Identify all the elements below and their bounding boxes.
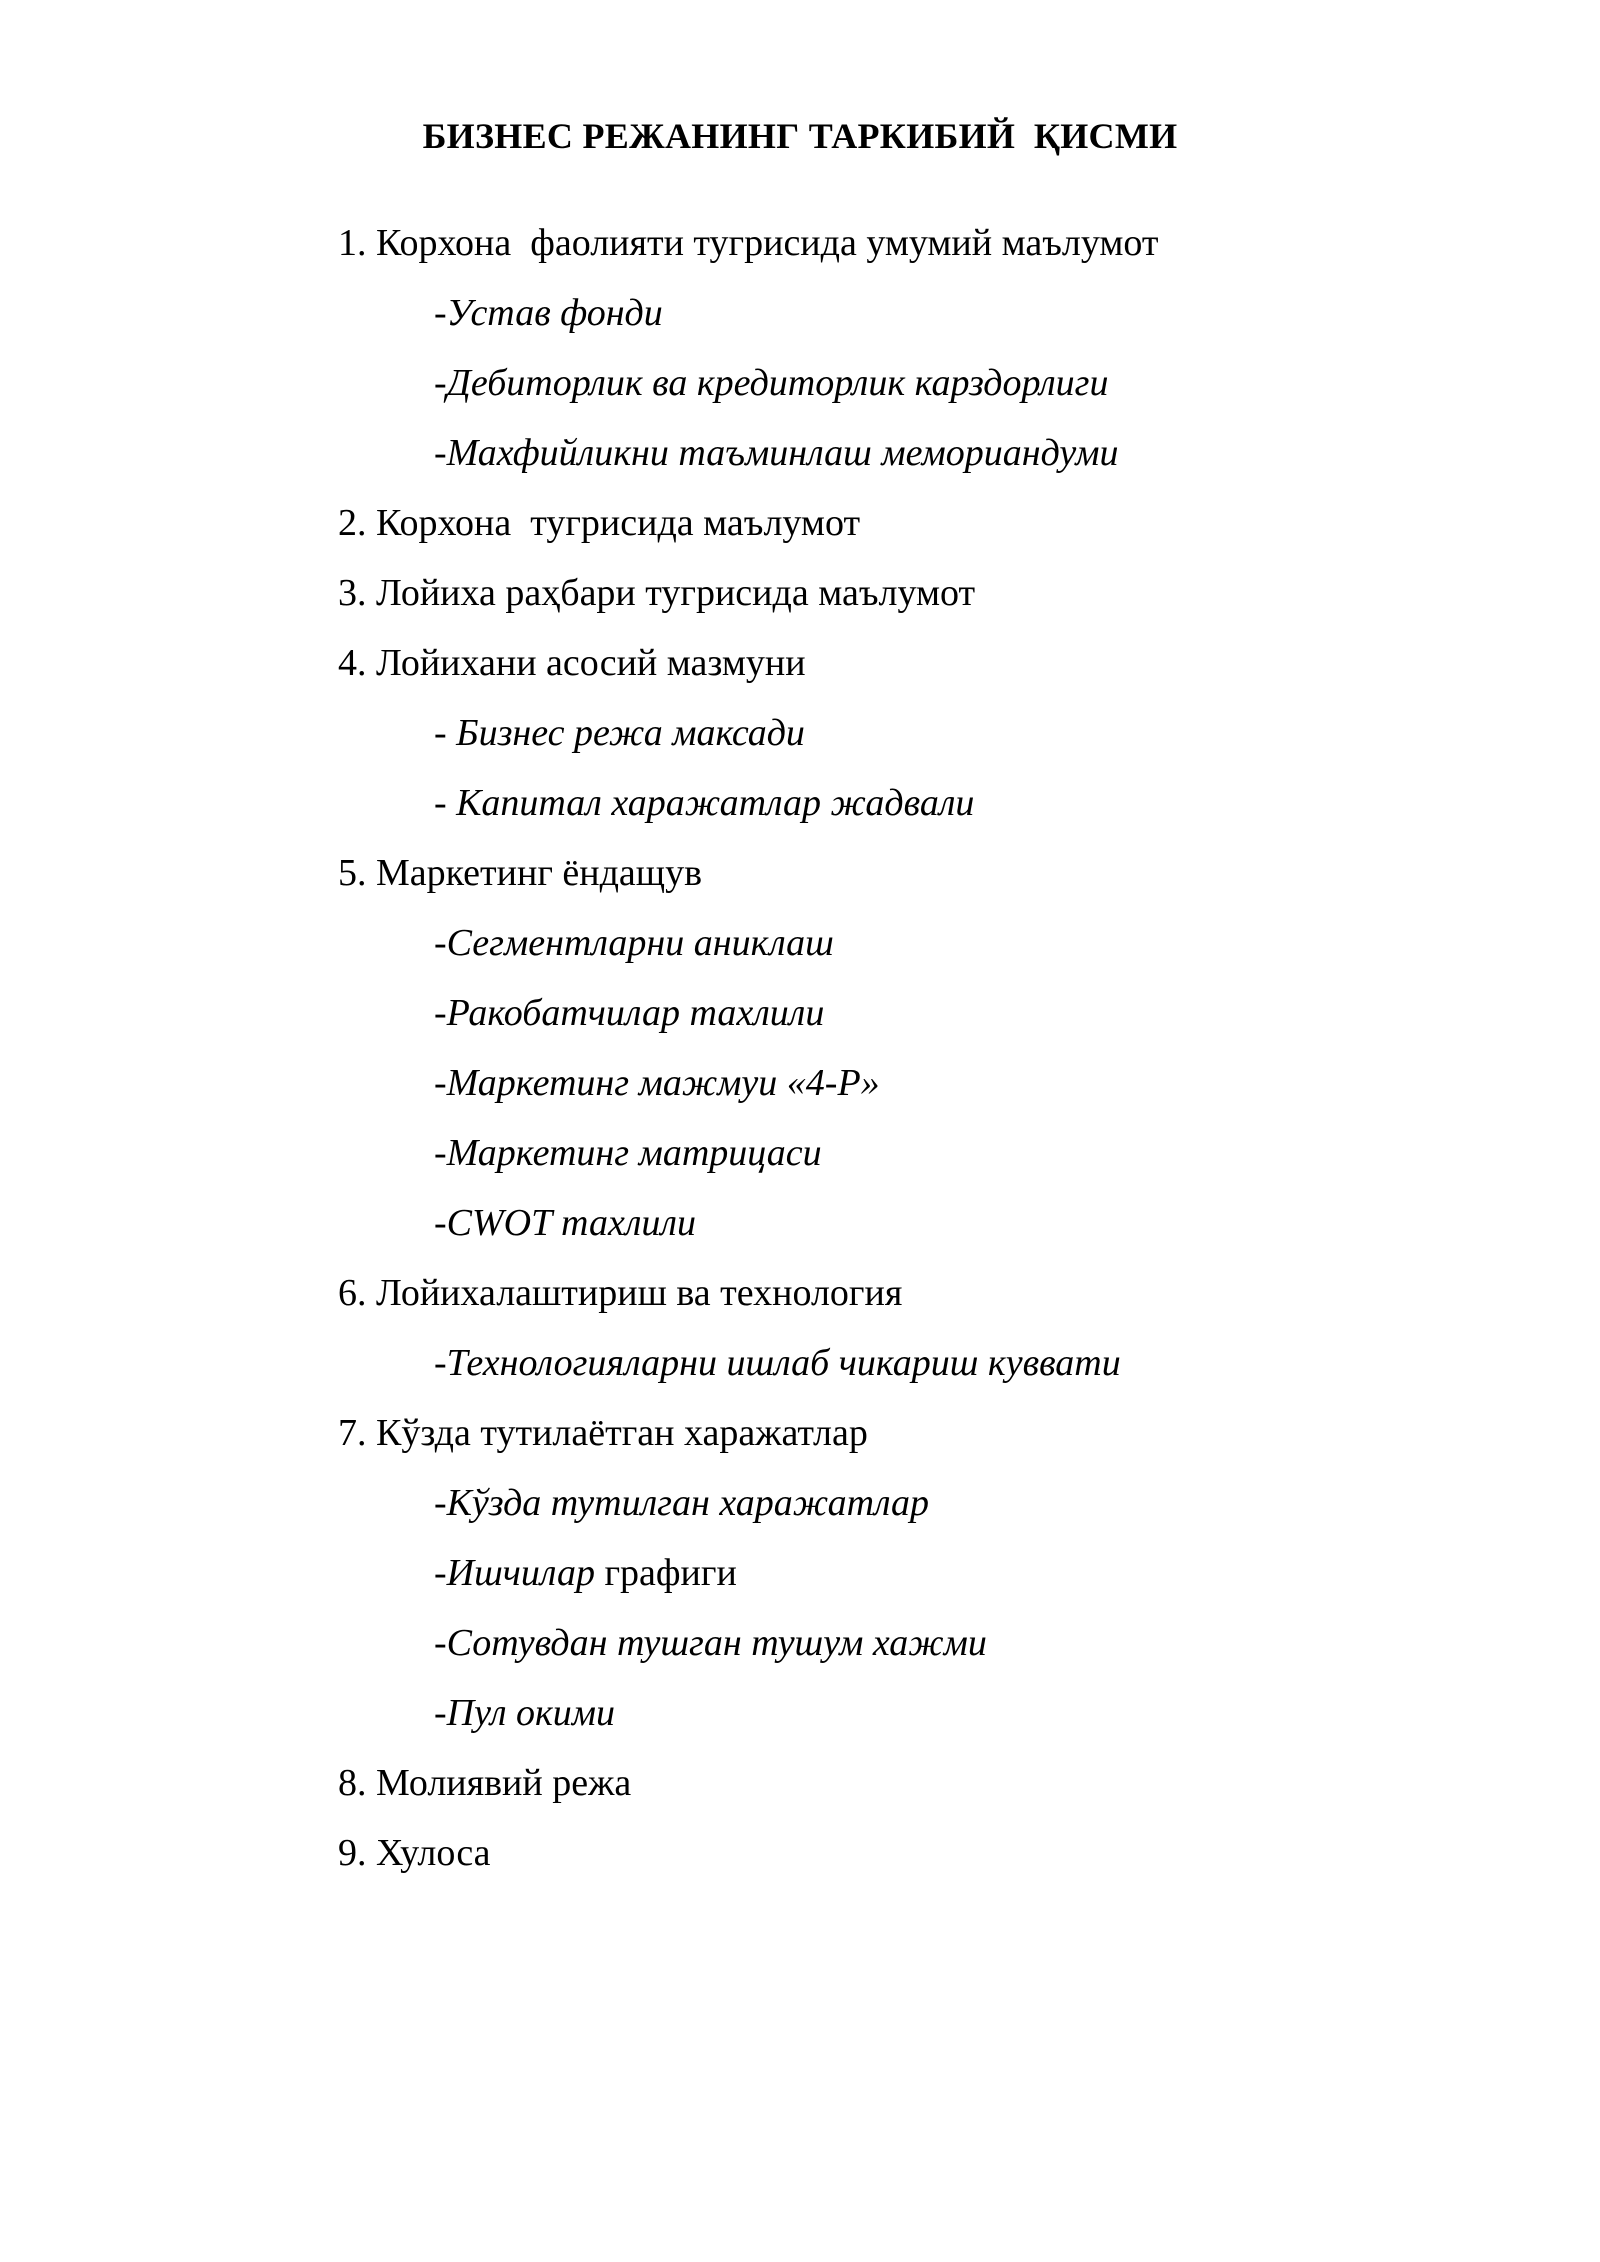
toc-subsection-text: Ишчилар	[446, 1552, 595, 1594]
toc-subsection-text: -	[434, 1202, 447, 1244]
toc-section-text: 9. Хулоса	[338, 1832, 491, 1874]
table-of-contents	[0, 208, 1600, 1888]
toc-subsection-text: Бизнес режа максади	[456, 712, 805, 754]
toc-subsection-text: Пул окими	[446, 1692, 616, 1734]
toc-subsection-text: -	[434, 1692, 447, 1734]
toc-subsection-item	[0, 1328, 1600, 1398]
toc-section-item	[0, 838, 1600, 908]
toc-subsection-item	[0, 1188, 1600, 1258]
toc-subsection-item	[0, 418, 1600, 488]
toc-subsection-text: Махфийликни таъминлаш мемориандуми	[446, 432, 1119, 474]
toc-subsection-item	[0, 1118, 1600, 1188]
toc-subsection-text: -	[434, 1482, 447, 1524]
toc-subsection-item	[0, 768, 1600, 838]
toc-subsection-item	[0, 348, 1600, 418]
toc-subsection-item	[0, 278, 1600, 348]
toc-subsection-text: CWOT тахлили	[446, 1202, 696, 1244]
toc-subsection-text: -	[434, 922, 447, 964]
toc-subsection-text: Маркетинг мажмуи «4-Р»	[446, 1062, 880, 1104]
toc-subsection-text: -	[434, 362, 447, 404]
toc-subsection-text: -	[434, 1622, 447, 1664]
toc-subsection-item	[0, 1048, 1600, 1118]
toc-subsection-item	[0, 1468, 1600, 1538]
toc-subsection-text: Сегментларни аниклаш	[446, 922, 834, 964]
toc-section-text: 5. Маркетинг ёндащув	[338, 852, 703, 894]
toc-section-item	[0, 1748, 1600, 1818]
toc-subsection-text: Дебиторлик ва кредиторлик карздорлиги	[446, 362, 1109, 404]
toc-subsection-text: -	[434, 1342, 447, 1384]
toc-section-text: 8. Молиявий режа	[338, 1762, 632, 1804]
toc-section-text: 3. Лойиха раҳбари тугрисида маълумот	[338, 572, 976, 614]
toc-section-text: 4. Лойихани асосий мазмуни	[338, 642, 806, 684]
toc-section-item	[0, 1818, 1600, 1888]
toc-section-text: 6. Лойихалаштириш ва технология	[338, 1272, 903, 1314]
toc-subsection-text: Сотувдан тушган тушум хажми	[446, 1622, 987, 1664]
toc-section-text: 1. Корхона фаолияти тугрисида умумий маълумот	[338, 222, 1159, 264]
toc-subsection-text: -	[434, 992, 447, 1034]
toc-section-item	[0, 1398, 1600, 1468]
toc-subsection-item	[0, 1538, 1600, 1608]
toc-section-item	[0, 1258, 1600, 1328]
toc-subsection-text: -	[434, 1552, 447, 1594]
toc-subsection-item	[0, 1678, 1600, 1748]
toc-subsection-text: Технологияларни ишлаб чикариш куввати	[446, 1342, 1121, 1384]
toc-section-item	[0, 628, 1600, 698]
toc-subsection-item	[0, 978, 1600, 1048]
toc-subsection-text: -	[434, 712, 457, 754]
toc-subsection-item	[0, 1608, 1600, 1678]
toc-subsection-text: Ракобатчилар тахлили	[446, 992, 825, 1034]
toc-section-text: 7. Кўзда тутилаётган харажатлар	[338, 1412, 868, 1454]
toc-section-item	[0, 208, 1600, 278]
toc-subsection-text: -	[434, 1132, 447, 1174]
toc-subsection-text: Кўзда тутилган харажатлар	[446, 1482, 930, 1524]
toc-subsection-text: графиги	[594, 1552, 737, 1594]
page-title: БИЗНЕС РЕЖАНИНГ ТАРКИБИЙ ҚИСМИ	[422, 116, 1178, 156]
toc-subsection-text: Капитал харажатлар жадвали	[456, 782, 975, 824]
toc-subsection-text: Устав фонди	[446, 292, 663, 334]
toc-subsection-text: -	[434, 432, 447, 474]
toc-subsection-item	[0, 908, 1600, 978]
toc-subsection-text: -	[434, 292, 447, 334]
toc-section-item	[0, 558, 1600, 628]
toc-subsection-item	[0, 698, 1600, 768]
toc-section-item	[0, 488, 1600, 558]
toc-subsection-text: -	[434, 782, 457, 824]
toc-subsection-text: Маркетинг матрицаси	[446, 1132, 822, 1174]
toc-subsection-text: -	[434, 1062, 447, 1104]
toc-section-text: 2. Корхона тугрисида маълумот	[338, 502, 861, 544]
